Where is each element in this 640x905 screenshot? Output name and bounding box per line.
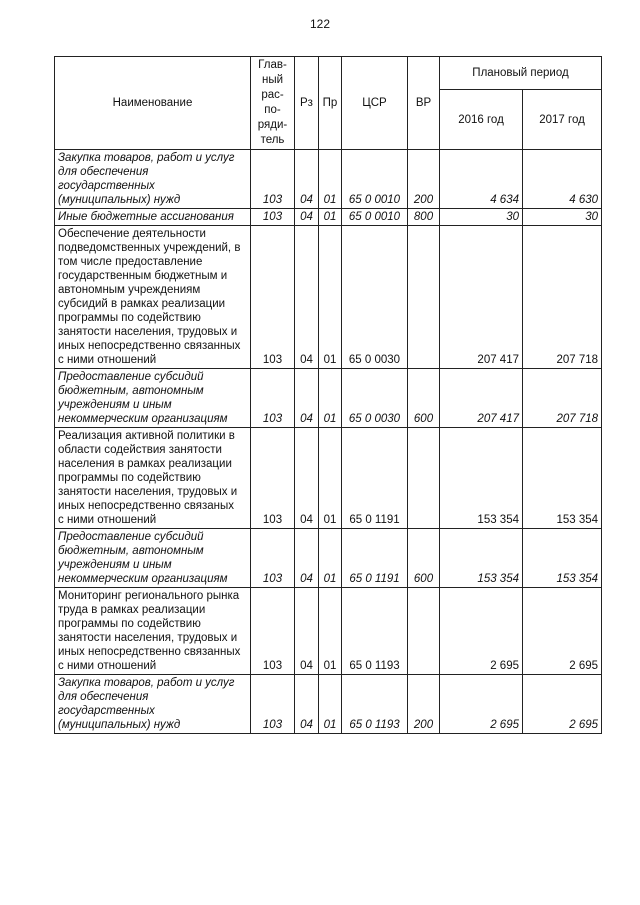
table-row bbox=[55, 150, 602, 209]
header-planned-period: Плановый период bbox=[440, 57, 602, 90]
row-glavny-rasporyaditel: 103 bbox=[251, 588, 295, 675]
row-name-line: Предоставление субсидий bbox=[58, 371, 204, 383]
row-amount-2017: 30 bbox=[523, 209, 602, 226]
table-row bbox=[55, 588, 602, 675]
row-csr: 65 0 0030 bbox=[342, 369, 408, 428]
row-name-line: населения в рамках реализации bbox=[58, 458, 232, 470]
table-row bbox=[55, 428, 602, 529]
page-number: 122 bbox=[309, 17, 331, 31]
row-name-line: с ними отношений bbox=[58, 354, 157, 366]
header-year-2016: 2016 год bbox=[440, 90, 523, 150]
row-name-line: Закупка товаров, работ и услуг bbox=[58, 152, 235, 164]
row-glavny-rasporyaditel: 103 bbox=[251, 428, 295, 529]
row-name-line: Иные бюджетные ассигнования bbox=[58, 211, 234, 223]
row-pr: 01 bbox=[319, 150, 342, 209]
row-amount-2017: 2 695 bbox=[523, 588, 602, 675]
table-row bbox=[55, 209, 602, 226]
row-rz: 04 bbox=[295, 428, 319, 529]
row-name-line: Обеспечение деятельности bbox=[58, 228, 206, 240]
row-glavny-rasporyaditel: 103 bbox=[251, 369, 295, 428]
row-amount-2017: 153 354 bbox=[523, 529, 602, 588]
row-name-line: области содействия занятости bbox=[58, 444, 222, 456]
row-name-line: (муниципальных) нужд bbox=[58, 194, 181, 206]
row-name bbox=[55, 588, 251, 675]
row-name-line: государственных bbox=[58, 705, 155, 717]
row-vr: 800 bbox=[408, 209, 440, 226]
row-amount-2016: 207 417 bbox=[440, 369, 523, 428]
header-rz: Рз bbox=[295, 57, 319, 150]
row-csr: 65 0 1193 bbox=[342, 675, 408, 734]
row-amount-2016: 30 bbox=[440, 209, 523, 226]
row-name-line: с ними отношений bbox=[58, 514, 157, 526]
row-name-line: том числе предоставление bbox=[58, 256, 203, 268]
row-name-line: труда в рамках реализации bbox=[58, 604, 206, 616]
row-amount-2017: 207 718 bbox=[523, 226, 602, 369]
row-vr: 200 bbox=[408, 150, 440, 209]
row-name bbox=[55, 428, 251, 529]
row-csr: 65 0 1193 bbox=[342, 588, 408, 675]
row-name bbox=[55, 226, 251, 369]
row-name-line: государственных bbox=[58, 180, 155, 192]
header-year-2017: 2017 год bbox=[523, 90, 602, 150]
row-csr: 65 0 1191 bbox=[342, 529, 408, 588]
row-vr bbox=[408, 588, 440, 675]
row-amount-2016: 207 417 bbox=[440, 226, 523, 369]
row-amount-2017: 2 695 bbox=[523, 675, 602, 734]
header-gr-line: по- bbox=[264, 104, 281, 116]
row-amount-2017: 153 354 bbox=[523, 428, 602, 529]
header-gr-line: тель bbox=[260, 134, 285, 146]
row-pr: 01 bbox=[319, 675, 342, 734]
header-gr-line: Глав- bbox=[258, 59, 287, 71]
row-csr: 65 0 0010 bbox=[342, 209, 408, 226]
row-name-line: учреждениям и иным bbox=[58, 399, 172, 411]
row-csr: 65 0 1191 bbox=[342, 428, 408, 529]
row-name-line: иных непосредственно связанных bbox=[58, 340, 241, 352]
header-pr: Пр bbox=[319, 57, 342, 150]
row-name-line: занятости населения, трудовых и bbox=[58, 326, 238, 338]
row-glavny-rasporyaditel: 103 bbox=[251, 150, 295, 209]
header-vr: ВР bbox=[408, 57, 440, 150]
row-name-line: программы по содействию bbox=[58, 472, 201, 484]
row-name-line: Предоставление субсидий bbox=[58, 531, 204, 543]
row-pr: 01 bbox=[319, 209, 342, 226]
row-vr: 200 bbox=[408, 675, 440, 734]
row-name-line: Закупка товаров, работ и услуг bbox=[58, 677, 235, 689]
row-amount-2016: 153 354 bbox=[440, 428, 523, 529]
header-gr-line: ный bbox=[261, 74, 284, 86]
row-amount-2016: 153 354 bbox=[440, 529, 523, 588]
row-rz: 04 bbox=[295, 150, 319, 209]
row-glavny-rasporyaditel: 103 bbox=[251, 675, 295, 734]
row-name-line: занятости населения, трудовых и bbox=[58, 486, 238, 498]
row-rz: 04 bbox=[295, 529, 319, 588]
row-vr bbox=[408, 428, 440, 529]
row-rz: 04 bbox=[295, 369, 319, 428]
row-rz: 04 bbox=[295, 675, 319, 734]
row-rz: 04 bbox=[295, 209, 319, 226]
row-name-line: иных непосредственно связаных bbox=[58, 500, 235, 512]
row-name-line: Мониторинг регионального рынка bbox=[58, 590, 240, 602]
row-name-line: с ними отношений bbox=[58, 660, 157, 672]
table-row bbox=[55, 529, 602, 588]
row-name-line: автономным учреждениям bbox=[58, 284, 201, 296]
header-gr-line: ряди- bbox=[257, 119, 288, 131]
row-name-line: некоммерческим организациям bbox=[58, 413, 228, 425]
row-rz: 04 bbox=[295, 588, 319, 675]
row-amount-2017: 4 630 bbox=[523, 150, 602, 209]
row-name-line: бюджетным, автономным bbox=[58, 385, 204, 397]
row-glavny-rasporyaditel: 103 bbox=[251, 226, 295, 369]
row-rz: 04 bbox=[295, 226, 319, 369]
row-name-line: иных непосредственно связанных bbox=[58, 646, 241, 658]
row-glavny-rasporyaditel: 103 bbox=[251, 529, 295, 588]
row-name-line: для обеспечения bbox=[58, 166, 149, 178]
row-name-line: программы по содействию bbox=[58, 312, 201, 324]
row-name bbox=[55, 675, 251, 734]
row-name-line: для обеспечения bbox=[58, 691, 149, 703]
row-name-line: некоммерческим организациям bbox=[58, 573, 228, 585]
row-vr: 600 bbox=[408, 369, 440, 428]
header-name: Наименование bbox=[55, 57, 251, 150]
row-amount-2016: 2 695 bbox=[440, 588, 523, 675]
budget-table bbox=[54, 56, 602, 734]
row-name-line: учреждениям и иным bbox=[58, 559, 172, 571]
row-pr: 01 bbox=[319, 226, 342, 369]
table-row bbox=[55, 675, 602, 734]
header-gr-line: рас- bbox=[261, 89, 284, 101]
row-name bbox=[55, 529, 251, 588]
row-name bbox=[55, 209, 251, 226]
header-row-1 bbox=[55, 57, 602, 90]
table-body bbox=[55, 150, 602, 734]
row-name bbox=[55, 150, 251, 209]
header-glavny-rasporyaditel bbox=[251, 57, 295, 150]
row-name-line: (муниципальных) нужд bbox=[58, 719, 181, 731]
row-name-line: государственным бюджетным и bbox=[58, 270, 228, 282]
row-csr: 65 0 0010 bbox=[342, 150, 408, 209]
row-pr: 01 bbox=[319, 428, 342, 529]
row-amount-2016: 4 634 bbox=[440, 150, 523, 209]
row-name-line: Реализация активной политики в bbox=[58, 430, 235, 442]
table-row bbox=[55, 226, 602, 369]
row-name-line: бюджетным, автономным bbox=[58, 545, 204, 557]
row-name-line: программы по содействию bbox=[58, 618, 201, 630]
table-row bbox=[55, 369, 602, 428]
row-vr bbox=[408, 226, 440, 369]
row-amount-2017: 207 718 bbox=[523, 369, 602, 428]
header-csr: ЦСР bbox=[342, 57, 408, 150]
row-glavny-rasporyaditel: 103 bbox=[251, 209, 295, 226]
row-pr: 01 bbox=[319, 529, 342, 588]
row-pr: 01 bbox=[319, 588, 342, 675]
row-name-line: подведомственных учреждений, в bbox=[58, 242, 241, 254]
row-amount-2016: 2 695 bbox=[440, 675, 523, 734]
row-csr: 65 0 0030 bbox=[342, 226, 408, 369]
row-name-line: занятости населения, трудовых и bbox=[58, 632, 238, 644]
row-name bbox=[55, 369, 251, 428]
row-pr: 01 bbox=[319, 369, 342, 428]
row-name-line: субсидий в рамках реализации bbox=[58, 298, 226, 310]
row-vr: 600 bbox=[408, 529, 440, 588]
